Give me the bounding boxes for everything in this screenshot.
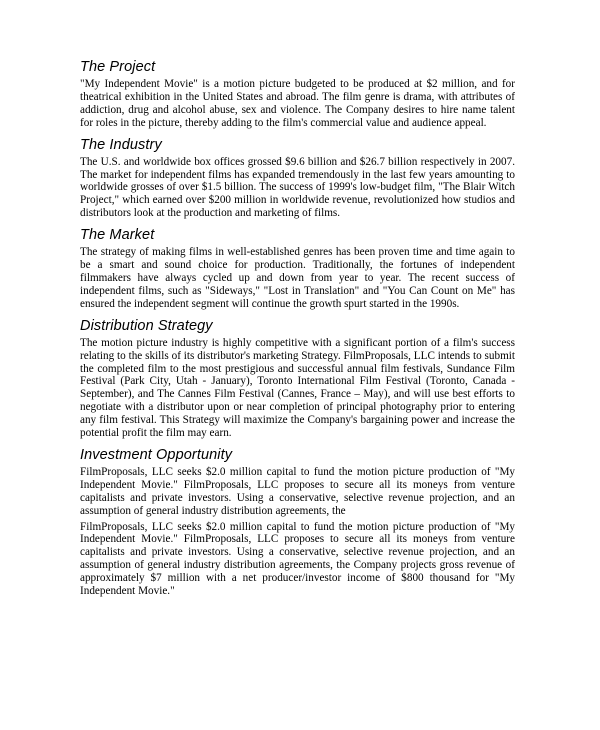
section-paragraph: FilmProposals, LLC seeks $2.0 million capital to fund the motion picture production of "My Independent Movie." FilmProposals, LLC proposes to secure all its moneys from venture capitalists and private investors. Using a conservative, selective revenue projection, and an assumption of general industry distribution agreements, the [80, 465, 515, 517]
section-paragraph: "My Independent Movie" is a motion picture budgeted to be produced at $2 million, and for theatrical exhibition in the United States and abroad. The film genre is drama, with attributes of addiction, drug and alcohol abuse, sex and violence. The Company desires to hire name talent for roles in the picture, thereby adding to the film's commercial value and audience appeal. [80, 78, 515, 129]
section-the-project [80, 58, 515, 130]
section-heading: The Project [80, 59, 156, 75]
section-the-market [80, 226, 515, 311]
section-paragraph: The motion picture industry is highly competitive with a significant portion of a film's success relating to the skills of its distributor's marketing Strategy. FilmProposals, LLC intends to submit the completed film to the most prestigious and successful annual film festivals, Sundance Film Festival (Park City, Utah - January), Toronto International Film Festival (Toronto, Canada - September), and The Cannes Film Festival (Cannes, France – May), and will use best efforts to negotiate with a distributor upon or near completion of principal photography prior to entering any film festival. This Strategy will maximize the Company's bargaining power and increase the potential profit the film may earn. [80, 336, 515, 440]
section-paragraph: The strategy of making films in well-established genres has been proven time and time again to be a smart and sound choice for production. Traditionally, the fortunes of independent filmmakers have always cycled up and down from year to year. The recent success of independent films, such as "Sideways," "Lost in Translation" and "You Can Count on Me" has ensured the independent segment will continue the growth spurt started in the 1990s. [80, 246, 515, 310]
section-heading: The Industry [80, 136, 162, 153]
section-paragraph: FilmProposals, LLC seeks $2.0 million capital to fund the motion picture production of "My Independent Movie." FilmProposals, LLC proposes to secure all its moneys from venture capitalists and private investors. Using a conservative, selective revenue projection, and an assumption of general industry distribution agreements, the Company projects gross revenue of approximately $7 million with a net producer/investor income of $800 thousand for "My Independent Movie." [80, 520, 515, 598]
section-distribution-strategy [80, 317, 515, 440]
section-investment-opportunity [80, 446, 515, 598]
section-heading: The Market [80, 227, 155, 244]
section-paragraph: The U.S. and worldwide box offices grossed $9.6 billion and $26.7 billion respectively in 2007. The market for independent films has expanded tremendously in the last few years amounting to worldwide grosses of over $1.5 billion. The success of 1999's low-budget film, "The Blair Witch Project," which earned over $200 million in worldwide revenue, revolutionized how studios and distributors look at the production and marketing of films. [80, 155, 515, 220]
section-the-industry [80, 136, 515, 221]
section-heading: Investment Opportunity [80, 446, 233, 463]
document-page [80, 58, 515, 598]
section-heading: Distribution Strategy [80, 317, 213, 334]
